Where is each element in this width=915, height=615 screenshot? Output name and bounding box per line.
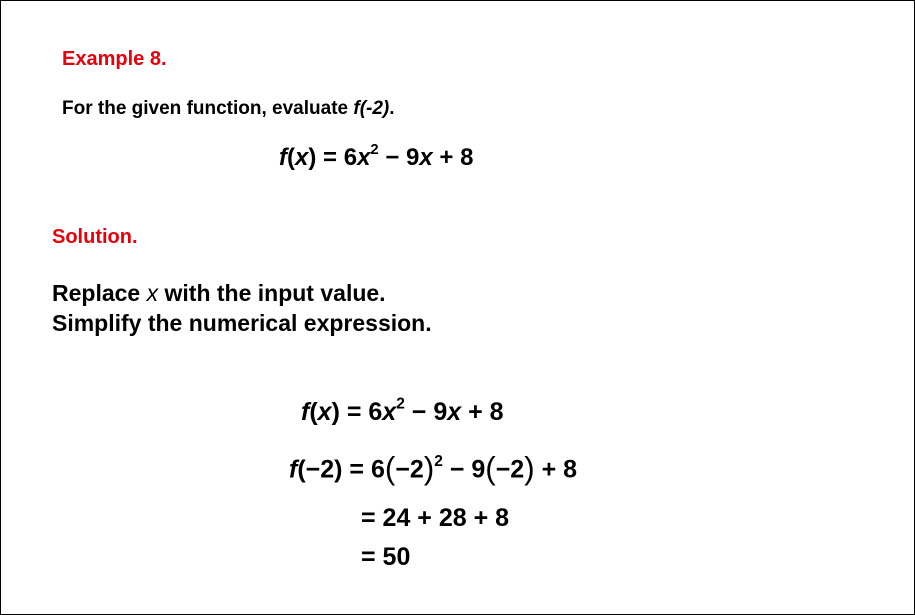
step2-middle-term: − 9 (442, 455, 486, 484)
step-1-equation (301, 395, 504, 427)
step2-value-2: −2 (495, 455, 525, 484)
fn-term-2: − 9 (378, 144, 420, 171)
step2-lhs: (−2) = 6 (297, 455, 385, 484)
function-definition (279, 141, 474, 172)
step2-value-1: −2 (395, 455, 424, 484)
step-3-equation: = 24 + 28 + 8 (361, 504, 510, 532)
step2-paren-1-open: ( (384, 451, 396, 486)
step1-constant: + 8 (461, 398, 504, 426)
step2-tail: + 8 (534, 455, 578, 484)
example-label: Example 8. (62, 48, 167, 70)
instruction-line-1 (52, 280, 386, 307)
prompt-function-call: f(-2) (353, 98, 390, 119)
fn-close-paren: ) (308, 144, 317, 171)
step2-paren-2-open: ( (485, 451, 496, 486)
fn-open-paren: ( (287, 144, 295, 171)
fn-constant: + 8 (432, 144, 474, 171)
fn-variable-3: x (419, 144, 433, 171)
instruction-line-2: Simplify the numerical expression. (52, 310, 432, 336)
step1-open-paren: ( (309, 398, 318, 426)
step1-exponent: 2 (396, 395, 405, 413)
fn-variable-2: x (357, 144, 371, 171)
step2-paren-2-close: ) (524, 451, 535, 486)
step2-fn-name: f (289, 455, 298, 484)
instruction-1-pre: Replace (52, 280, 147, 306)
instruction-1-var: x (146, 280, 159, 306)
step1-close-paren: ) (331, 398, 340, 426)
step1-variable: x (317, 398, 332, 426)
instruction-1-post: with the input value. (158, 280, 386, 306)
step1-term-2: − 9 (404, 398, 448, 426)
prompt-text: For the given function, evaluate (62, 98, 354, 119)
step1-variable-2: x (382, 398, 397, 426)
step2-paren-1-close: ) (423, 451, 435, 486)
step1-variable-3: x (447, 398, 462, 426)
fn-equals-coeff: = 6 (316, 144, 358, 171)
problem-prompt (62, 98, 395, 120)
fn-name: f (279, 144, 287, 171)
step-4-result: = 50 (361, 543, 411, 571)
step2-exponent: 2 (434, 452, 443, 470)
fn-variable: x (295, 144, 309, 171)
step1-equals-coeff: = 6 (339, 398, 383, 426)
fn-exponent: 2 (370, 141, 379, 158)
prompt-period: . (389, 98, 395, 119)
solution-label: Solution. (52, 226, 138, 248)
step1-fn-name: f (301, 398, 310, 426)
step-2-equation (289, 451, 577, 487)
